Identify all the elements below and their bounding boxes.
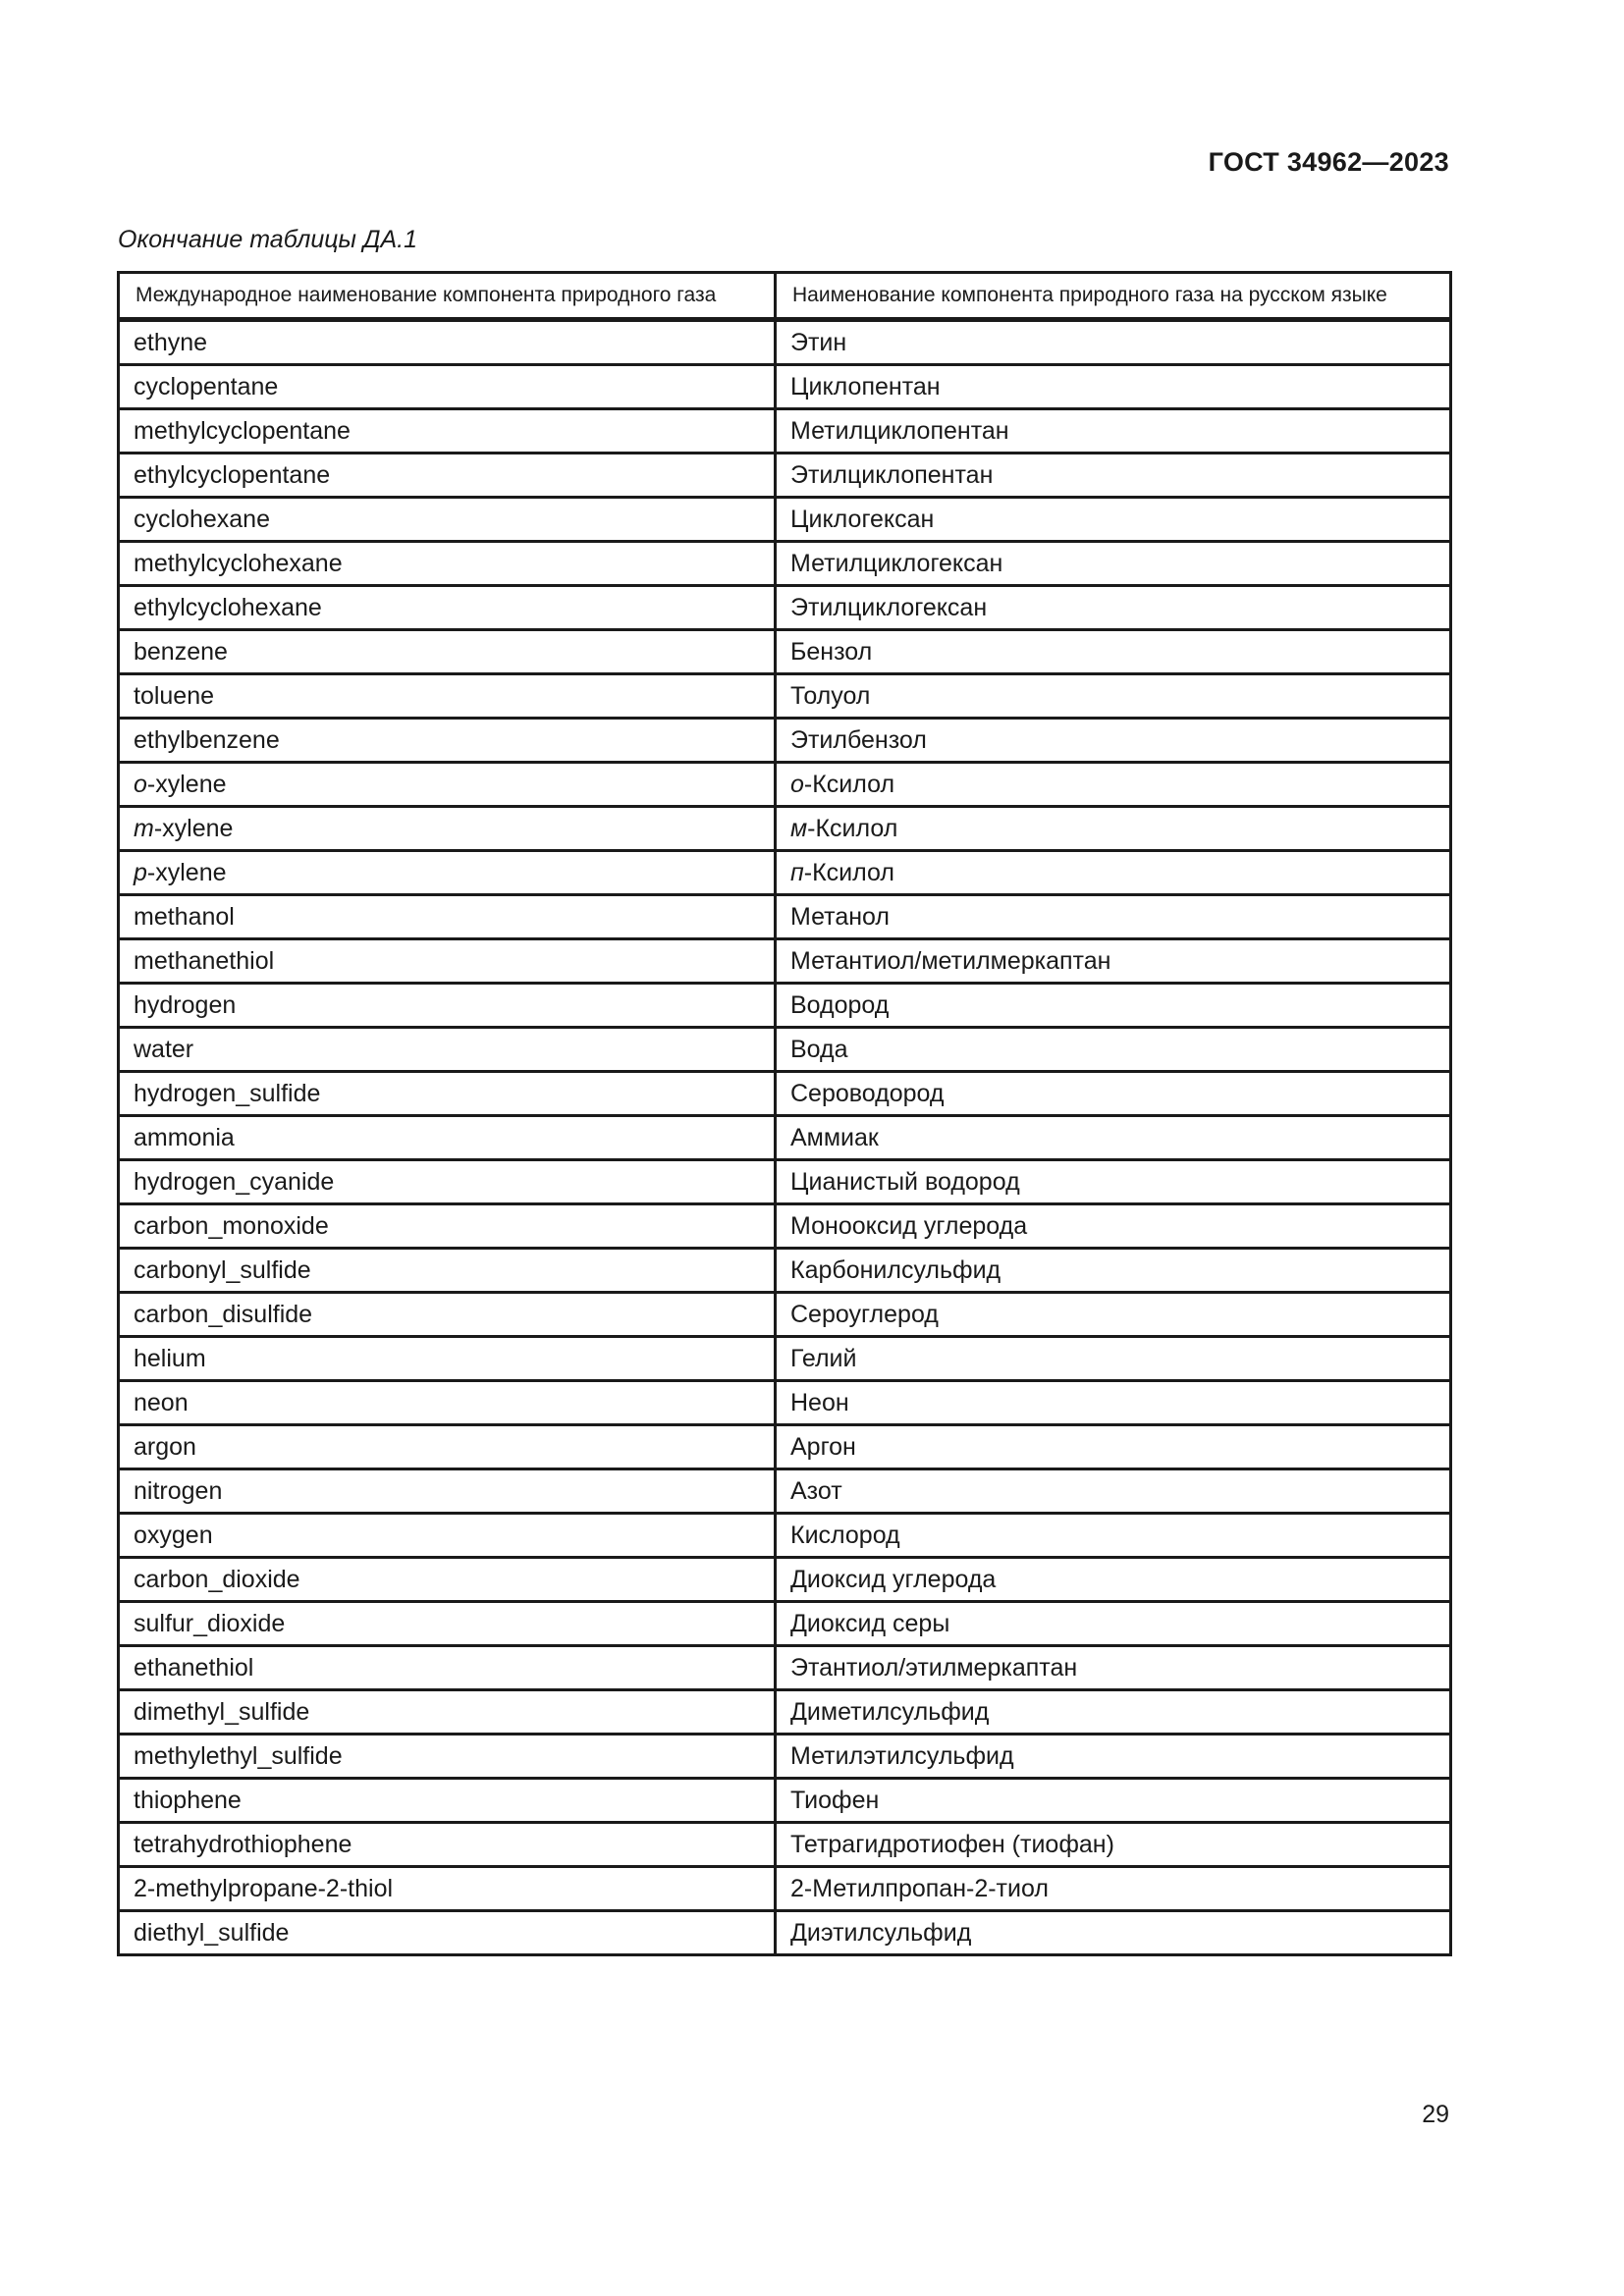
component-name: carbon_disulfide (134, 1300, 313, 1328)
cell-russian-name (776, 1558, 1451, 1602)
cell-international-name (119, 807, 776, 851)
cell-russian-name (776, 1160, 1451, 1204)
component-name: Вода (790, 1035, 848, 1063)
cell-international-name (119, 1028, 776, 1072)
cell-russian-name (776, 1602, 1451, 1646)
table-row (119, 719, 1451, 763)
cell-russian-name (776, 1381, 1451, 1425)
component-name: methylcyclopentane (134, 416, 351, 445)
component-name: ethanethiol (134, 1653, 254, 1682)
component-name: Циклогексан (790, 505, 935, 533)
cell-russian-name (776, 454, 1451, 498)
cell-international-name (119, 320, 776, 365)
component-name: Этин (790, 328, 847, 356)
cell-russian-name (776, 586, 1451, 630)
cell-international-name (119, 1690, 776, 1735)
cell-international-name (119, 1911, 776, 1955)
component-name: Бензол (790, 637, 873, 666)
component-name: Толуол (790, 681, 871, 710)
component-name: Гелий (790, 1344, 857, 1372)
component-name: Метанол (790, 902, 891, 931)
component-name: diethyl_sulfide (134, 1918, 290, 1947)
component-name: water (134, 1035, 194, 1063)
component-name: Метилциклопентан (790, 416, 1009, 445)
cell-russian-name (776, 1867, 1451, 1911)
cell-russian-name (776, 365, 1451, 409)
component-name: Кислород (790, 1521, 900, 1549)
component-name: Диэтилсульфид (790, 1918, 972, 1947)
cell-international-name (119, 586, 776, 630)
page-number: 29 (1422, 2101, 1449, 2128)
component-name: Карбонилсульфид (790, 1255, 1001, 1284)
cell-russian-name (776, 498, 1451, 542)
cell-russian-name (776, 674, 1451, 719)
component-name: ethylcyclopentane (134, 460, 331, 489)
cell-russian-name (776, 1735, 1451, 1779)
table-row (119, 984, 1451, 1028)
component-name: Диметилсульфид (790, 1697, 990, 1726)
component-name: Монооксид углерода (790, 1211, 1028, 1240)
cell-international-name (119, 674, 776, 719)
table-row (119, 1028, 1451, 1072)
cell-international-name (119, 1249, 776, 1293)
cell-russian-name (776, 984, 1451, 1028)
cell-international-name (119, 1116, 776, 1160)
component-name: -Ксилол (803, 858, 894, 886)
cell-international-name (119, 409, 776, 454)
component-name: toluene (134, 681, 215, 710)
table-row (119, 1381, 1451, 1425)
table-caption: Окончание таблицы ДА.1 (118, 226, 417, 253)
cell-international-name (119, 1514, 776, 1558)
table-row (119, 1425, 1451, 1469)
component-name: Диоксид углерода (790, 1565, 997, 1593)
component-name: Тетрагидротиофен (тиофан) (790, 1830, 1114, 1858)
table-row (119, 1204, 1451, 1249)
table-row (119, 586, 1451, 630)
cell-russian-name (776, 1690, 1451, 1735)
cell-russian-name (776, 1823, 1451, 1867)
component-name: 2-Метилпропан-2-тиол (790, 1874, 1049, 1902)
cell-russian-name (776, 1028, 1451, 1072)
component-name: thiophene (134, 1786, 242, 1814)
component-name: carbon_monoxide (134, 1211, 329, 1240)
table-row (119, 1558, 1451, 1602)
component-name: ammonia (134, 1123, 235, 1151)
component-name: Метилэтилсульфид (790, 1741, 1014, 1770)
cell-russian-name (776, 1249, 1451, 1293)
table-row (119, 320, 1451, 365)
cell-international-name (119, 895, 776, 939)
cell-international-name (119, 1160, 776, 1204)
component-name: methylethyl_sulfide (134, 1741, 343, 1770)
component-name: Цианистый водород (790, 1167, 1020, 1196)
table-row (119, 851, 1451, 895)
table-row (119, 498, 1451, 542)
component-name: Аргон (790, 1432, 856, 1461)
component-name: cyclopentane (134, 372, 279, 400)
cell-international-name (119, 1381, 776, 1425)
table-body (119, 320, 1451, 1955)
component-name: -xylene (146, 858, 227, 886)
component-name: ethylcyclohexane (134, 593, 322, 621)
table-row (119, 1116, 1451, 1160)
component-name: Диоксид серы (790, 1609, 950, 1637)
cell-international-name (119, 1469, 776, 1514)
cell-russian-name (776, 807, 1451, 851)
component-name: -Ксилол (807, 814, 898, 842)
table-row (119, 409, 1451, 454)
cell-international-name (119, 851, 776, 895)
cell-russian-name (776, 1293, 1451, 1337)
cell-russian-name (776, 895, 1451, 939)
cell-international-name (119, 1293, 776, 1337)
document-code: ГОСТ 34962—2023 (1208, 147, 1449, 177)
component-name: Азот (790, 1476, 842, 1505)
component-name: Метилциклогексан (790, 549, 1003, 577)
component-name: Тиофен (790, 1786, 880, 1814)
cell-international-name (119, 763, 776, 807)
component-name: Сероуглерод (790, 1300, 939, 1328)
header-russian-name: Наименование компонента природного газа на русском языке (776, 273, 1451, 320)
cell-international-name (119, 984, 776, 1028)
table-row (119, 1867, 1451, 1911)
cell-international-name (119, 454, 776, 498)
cell-international-name (119, 1204, 776, 1249)
component-name: Неон (790, 1388, 849, 1416)
component-name: -xylene (146, 770, 227, 798)
table-row (119, 1690, 1451, 1735)
table-row (119, 454, 1451, 498)
table-row (119, 1779, 1451, 1823)
cell-international-name (119, 1558, 776, 1602)
cell-international-name (119, 939, 776, 984)
isomer-prefix: o (134, 770, 147, 798)
table-row (119, 1293, 1451, 1337)
component-name: Сероводород (790, 1079, 945, 1107)
component-name: hydrogen_sulfide (134, 1079, 321, 1107)
component-name: Метантиол/метилмеркаптан (790, 946, 1111, 975)
cell-international-name (119, 1867, 776, 1911)
cell-international-name (119, 1337, 776, 1381)
table-row (119, 1602, 1451, 1646)
cell-russian-name (776, 1072, 1451, 1116)
cell-international-name (119, 1823, 776, 1867)
cell-russian-name (776, 542, 1451, 586)
cell-russian-name (776, 1337, 1451, 1381)
table-row (119, 1735, 1451, 1779)
cell-international-name (119, 1735, 776, 1779)
table-row (119, 1911, 1451, 1955)
cell-russian-name (776, 719, 1451, 763)
component-name: dimethyl_sulfide (134, 1697, 310, 1726)
isomer-prefix: п (790, 858, 804, 886)
cell-russian-name (776, 1779, 1451, 1823)
table-row (119, 674, 1451, 719)
cell-international-name (119, 1425, 776, 1469)
table-row (119, 630, 1451, 674)
table-row (119, 365, 1451, 409)
isomer-prefix: p (134, 858, 147, 886)
cell-russian-name (776, 851, 1451, 895)
cell-russian-name (776, 1646, 1451, 1690)
component-name: argon (134, 1432, 196, 1461)
table-row (119, 1469, 1451, 1514)
component-name: ethyne (134, 328, 208, 356)
component-name: Этилбензол (790, 725, 927, 754)
cell-international-name (119, 1779, 776, 1823)
cell-international-name (119, 1602, 776, 1646)
cell-russian-name (776, 630, 1451, 674)
component-name: -Ксилол (803, 770, 895, 798)
cell-russian-name (776, 1116, 1451, 1160)
component-name: carbon_dioxide (134, 1565, 300, 1593)
cell-russian-name (776, 1204, 1451, 1249)
isomer-prefix: m (134, 814, 154, 842)
header-row (119, 273, 1451, 320)
isomer-prefix: о (790, 770, 804, 798)
table-row (119, 763, 1451, 807)
component-name: Этилциклогексан (790, 593, 988, 621)
table-row (119, 1072, 1451, 1116)
component-name: benzene (134, 637, 228, 666)
component-name: Этилциклопентан (790, 460, 994, 489)
cell-international-name (119, 630, 776, 674)
table-row (119, 807, 1451, 851)
component-name: -xylene (153, 814, 234, 842)
component-name: hydrogen (134, 990, 237, 1019)
component-name: Аммиак (790, 1123, 879, 1151)
component-name: Циклопентан (790, 372, 941, 400)
header-international-name: Международное наименование компонента природного газа (119, 273, 776, 320)
component-name: Этантиол/этилмеркаптан (790, 1653, 1078, 1682)
cell-russian-name (776, 1425, 1451, 1469)
isomer-prefix: м (790, 814, 808, 842)
cell-russian-name (776, 409, 1451, 454)
cell-russian-name (776, 1514, 1451, 1558)
cell-international-name (119, 1646, 776, 1690)
cell-international-name (119, 365, 776, 409)
cell-international-name (119, 498, 776, 542)
component-name: cyclohexane (134, 505, 270, 533)
table-row (119, 1337, 1451, 1381)
component-name: methanol (134, 902, 235, 931)
cell-russian-name (776, 939, 1451, 984)
component-name: hydrogen_cyanide (134, 1167, 335, 1196)
component-name: sulfur_dioxide (134, 1609, 286, 1637)
component-name: ethylbenzene (134, 725, 280, 754)
component-name: neon (134, 1388, 189, 1416)
cell-russian-name (776, 763, 1451, 807)
component-name: helium (134, 1344, 206, 1372)
component-name: carbonyl_sulfide (134, 1255, 311, 1284)
cell-russian-name (776, 1911, 1451, 1955)
table-row (119, 895, 1451, 939)
components-table (117, 271, 1452, 1956)
table-row (119, 1160, 1451, 1204)
component-name: methylcyclohexane (134, 549, 343, 577)
cell-international-name (119, 719, 776, 763)
table-row (119, 542, 1451, 586)
table-row (119, 1514, 1451, 1558)
cell-russian-name (776, 320, 1451, 365)
component-name: Водород (790, 990, 890, 1019)
cell-international-name (119, 1072, 776, 1116)
component-name: tetrahydrothiophene (134, 1830, 352, 1858)
component-name: oxygen (134, 1521, 213, 1549)
table-row (119, 1823, 1451, 1867)
table-row (119, 1249, 1451, 1293)
table-row (119, 939, 1451, 984)
cell-international-name (119, 542, 776, 586)
component-name: 2-methylpropane-2-thiol (134, 1874, 394, 1902)
cell-russian-name (776, 1469, 1451, 1514)
component-name: nitrogen (134, 1476, 223, 1505)
table-header (119, 273, 1451, 320)
table-row (119, 1646, 1451, 1690)
component-name: methanethiol (134, 946, 275, 975)
